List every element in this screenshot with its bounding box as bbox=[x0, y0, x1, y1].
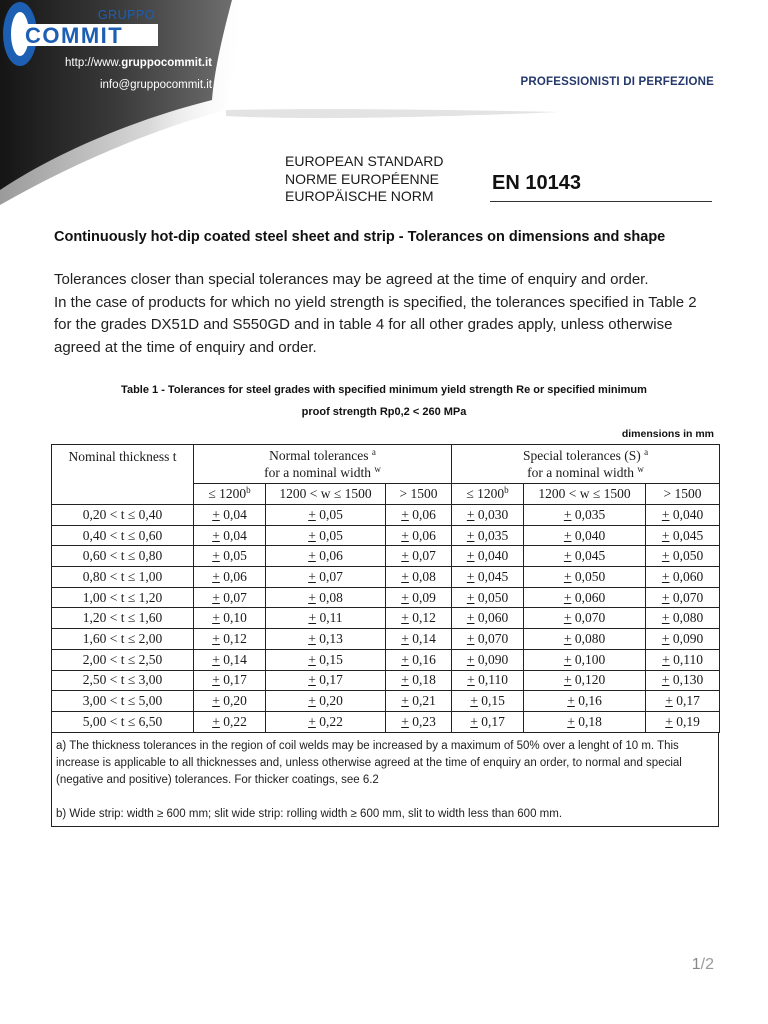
thickness-range-cell: 0,80 < t ≤ 1,00 bbox=[52, 567, 194, 588]
logo-main-text: COMMIT bbox=[25, 23, 124, 48]
tolerance-cell: + 0,07 bbox=[194, 587, 266, 608]
subheader-cell: > 1500 bbox=[386, 484, 452, 505]
email-link[interactable]: info@gruppocommit.it bbox=[99, 79, 212, 91]
table-row bbox=[52, 649, 720, 670]
thickness-range-cell: 5,00 < t ≤ 6,50 bbox=[52, 711, 194, 732]
table-row bbox=[52, 587, 720, 608]
standard-name-de: EUROPÄISCHE NORM bbox=[285, 188, 434, 204]
standard-code-underline bbox=[490, 201, 712, 202]
tolerance-cell: + 0,040 bbox=[452, 546, 524, 567]
document-title: Continuously hot-dip coated steel sheet and strip - Tolerances on dimensions and shape bbox=[54, 229, 666, 245]
tolerance-cell: + 0,060 bbox=[452, 608, 524, 629]
table-header-row bbox=[52, 445, 720, 484]
table-caption-line-1: Table 1 - Tolerances for steel grades with specified minimum yield strength Re or specified minimum bbox=[121, 384, 647, 396]
page-indicator: 1/2 bbox=[691, 956, 714, 973]
thickness-range-cell: 2,50 < t ≤ 3,00 bbox=[52, 670, 194, 691]
tolerance-cell: + 0,05 bbox=[194, 546, 266, 567]
tolerance-cell: + 0,060 bbox=[646, 567, 720, 588]
table-row bbox=[52, 608, 720, 629]
tolerance-cell: + 0,070 bbox=[524, 608, 646, 629]
standard-code: EN 10143 bbox=[492, 172, 581, 194]
tolerance-cell: + 0,030 bbox=[452, 505, 524, 526]
tolerance-cell: + 0,14 bbox=[194, 649, 266, 670]
tolerance-cell: + 0,11 bbox=[266, 608, 386, 629]
tolerance-cell: + 0,05 bbox=[266, 505, 386, 526]
tolerance-cell: + 0,07 bbox=[266, 567, 386, 588]
tolerance-cell: + 0,18 bbox=[386, 670, 452, 691]
tolerance-cell: + 0,040 bbox=[524, 525, 646, 546]
gruppo-commit-logo bbox=[0, 0, 162, 68]
subheader-cell: ≤ $1200^b$ bbox=[452, 484, 524, 505]
standard-names bbox=[285, 153, 443, 206]
tolerance-cell: + 0,15 bbox=[266, 649, 386, 670]
tolerance-cell: + 0,120 bbox=[524, 670, 646, 691]
tolerance-cell: + 0,16 bbox=[386, 649, 452, 670]
tolerance-cell: + 0,04 bbox=[194, 505, 266, 526]
tolerance-cell: + 0,21 bbox=[386, 691, 452, 712]
tolerance-cell: + 0,110 bbox=[452, 670, 524, 691]
tagline: PROFESSIONISTI DI PERFEZIONE bbox=[520, 76, 714, 88]
table-row bbox=[52, 567, 720, 588]
website-link[interactable]: http://www.gruppocommit.it bbox=[65, 57, 212, 69]
tolerance-cell: + 0,070 bbox=[646, 587, 720, 608]
tolerance-cell: + 0,06 bbox=[194, 567, 266, 588]
tolerance-cell: + 0,22 bbox=[194, 711, 266, 732]
tolerance-cell: + 0,14 bbox=[386, 629, 452, 650]
tolerance-cell: + 0,06 bbox=[386, 525, 452, 546]
tolerance-cell: + 0,040 bbox=[646, 505, 720, 526]
tolerance-cell: + 0,20 bbox=[266, 691, 386, 712]
units-note: dimensions in mm bbox=[621, 428, 714, 440]
tolerance-cell: + 0,09 bbox=[386, 587, 452, 608]
thickness-range-cell: 1,60 < t ≤ 2,00 bbox=[52, 629, 194, 650]
table-row bbox=[52, 525, 720, 546]
tolerance-cell: + 0,20 bbox=[194, 691, 266, 712]
tolerance-cell: + 0,17 bbox=[452, 711, 524, 732]
thickness-range-cell: 2,00 < t ≤ 2,50 bbox=[52, 649, 194, 670]
standard-name-en: EUROPEAN STANDARD bbox=[285, 153, 444, 169]
tolerance-cell: + 0,060 bbox=[524, 587, 646, 608]
tolerance-cell: + 0,045 bbox=[646, 525, 720, 546]
tolerance-cell: + 0,05 bbox=[266, 525, 386, 546]
intro-text bbox=[54, 269, 716, 359]
tolerance-cell: + 0,090 bbox=[646, 629, 720, 650]
tolerance-cell: + 0,06 bbox=[386, 505, 452, 526]
table-row bbox=[52, 505, 720, 526]
tolerance-cell: + 0,12 bbox=[194, 629, 266, 650]
subheader-cell: 1200 < w ≤ 1500 bbox=[266, 484, 386, 505]
tolerance-cell: + 0,06 bbox=[266, 546, 386, 567]
thickness-range-cell: 0,40 < t ≤ 0,60 bbox=[52, 525, 194, 546]
thickness-range-cell: 0,20 < t ≤ 0,40 bbox=[52, 505, 194, 526]
table-row bbox=[52, 670, 720, 691]
table-row bbox=[52, 546, 720, 567]
tolerance-cell: + 0,10 bbox=[194, 608, 266, 629]
tolerance-cell: + 0,070 bbox=[452, 629, 524, 650]
tolerance-cell: + 0,17 bbox=[194, 670, 266, 691]
table-footnotes bbox=[51, 733, 719, 827]
tolerance-cell: + 0,08 bbox=[266, 587, 386, 608]
logo-top-text: GRUPPO bbox=[97, 8, 155, 22]
tolerance-cell: + 0,080 bbox=[524, 629, 646, 650]
tolerance-cell: + 0,050 bbox=[524, 567, 646, 588]
thickness-range-cell: 0,60 < t ≤ 0,80 bbox=[52, 546, 194, 567]
tolerance-cell: + 0,17 bbox=[646, 691, 720, 712]
header-normal-tolerances: Normal tolerances $^a$ for a nominal width $^w$ bbox=[194, 445, 452, 484]
tolerance-cell: + 0,04 bbox=[194, 525, 266, 546]
subheader-cell: > 1500 bbox=[646, 484, 720, 505]
tolerance-cell: + 0,080 bbox=[646, 608, 720, 629]
tolerance-cell: + 0,110 bbox=[646, 649, 720, 670]
table-row bbox=[52, 629, 720, 650]
tolerance-cell: + 0,13 bbox=[266, 629, 386, 650]
tolerance-cell: + 0,045 bbox=[524, 546, 646, 567]
thickness-range-cell: 3,00 < t ≤ 5,00 bbox=[52, 691, 194, 712]
header-nominal-thickness: Nominal thickness t bbox=[52, 445, 194, 505]
tolerance-cell: + 0,050 bbox=[646, 546, 720, 567]
tolerance-cell: + 0,22 bbox=[266, 711, 386, 732]
table-row bbox=[52, 691, 720, 712]
subheader-cell: 1200 < w ≤ 1500 bbox=[524, 484, 646, 505]
table-row bbox=[52, 711, 720, 732]
tolerance-cell: + 0,07 bbox=[386, 546, 452, 567]
tolerance-cell: + 0,15 bbox=[452, 691, 524, 712]
tolerance-cell: + 0,035 bbox=[452, 525, 524, 546]
tolerance-cell: + 0,130 bbox=[646, 670, 720, 691]
footnote-b: b) Wide strip: width ≥ 600 mm; slit wide strip: rolling width ≥ 600 mm, slit to width less than 600 mm. bbox=[56, 807, 563, 820]
thickness-range-cell: 1,00 < t ≤ 1,20 bbox=[52, 587, 194, 608]
intro-paragraph-1: Tolerances closer than special tolerances may be agreed at the time of enquiry and order. bbox=[54, 271, 649, 288]
tolerance-cell: + 0,19 bbox=[646, 711, 720, 732]
thickness-range-cell: 1,20 < t ≤ 1,60 bbox=[52, 608, 194, 629]
tolerance-cell: + 0,050 bbox=[452, 587, 524, 608]
subheader-cell: ≤ $1200^b$ bbox=[194, 484, 266, 505]
intro-paragraph-2: In the case of products for which no yield strength is specified, the tolerances specified in Table 2 for the grades DX51D and S550GD and in table 4 for all other grades apply, unless otherwise agreed at the time of enquiry and order. bbox=[54, 293, 697, 356]
tolerance-cell: + 0,08 bbox=[386, 567, 452, 588]
tolerance-cell: + 0,16 bbox=[524, 691, 646, 712]
tolerance-cell: + 0,18 bbox=[524, 711, 646, 732]
tolerance-cell: + 0,035 bbox=[524, 505, 646, 526]
tolerance-table-wrapper bbox=[51, 444, 719, 827]
tolerance-cell: + 0,17 bbox=[266, 670, 386, 691]
table-caption-line-2: proof strength Rp0,2 < 260 MPa bbox=[301, 406, 467, 418]
header-special-tolerances: Special tolerances (S) $^a$ for a nominal width $^w$ bbox=[452, 445, 720, 484]
tolerance-cell: + 0,045 bbox=[452, 567, 524, 588]
tolerance-cell: + 0,100 bbox=[524, 649, 646, 670]
footnote-a: a) The thickness tolerances in the region of coil welds may be increased by a maximum of 50% over a lenght of 10 m. This increase is applicable to all thicknesses and, unless otherwise agreed at the time of enquiry an order, to normal and special (negative and positive) tolerances. For thicker coatings, see 6.2 bbox=[56, 739, 682, 786]
tolerance-cell: + 0,23 bbox=[386, 711, 452, 732]
tolerance-table bbox=[51, 444, 720, 733]
tolerance-cell: + 0,12 bbox=[386, 608, 452, 629]
tolerance-cell: + 0,090 bbox=[452, 649, 524, 670]
standard-name-fr: NORME EUROPÉENNE bbox=[285, 170, 440, 187]
